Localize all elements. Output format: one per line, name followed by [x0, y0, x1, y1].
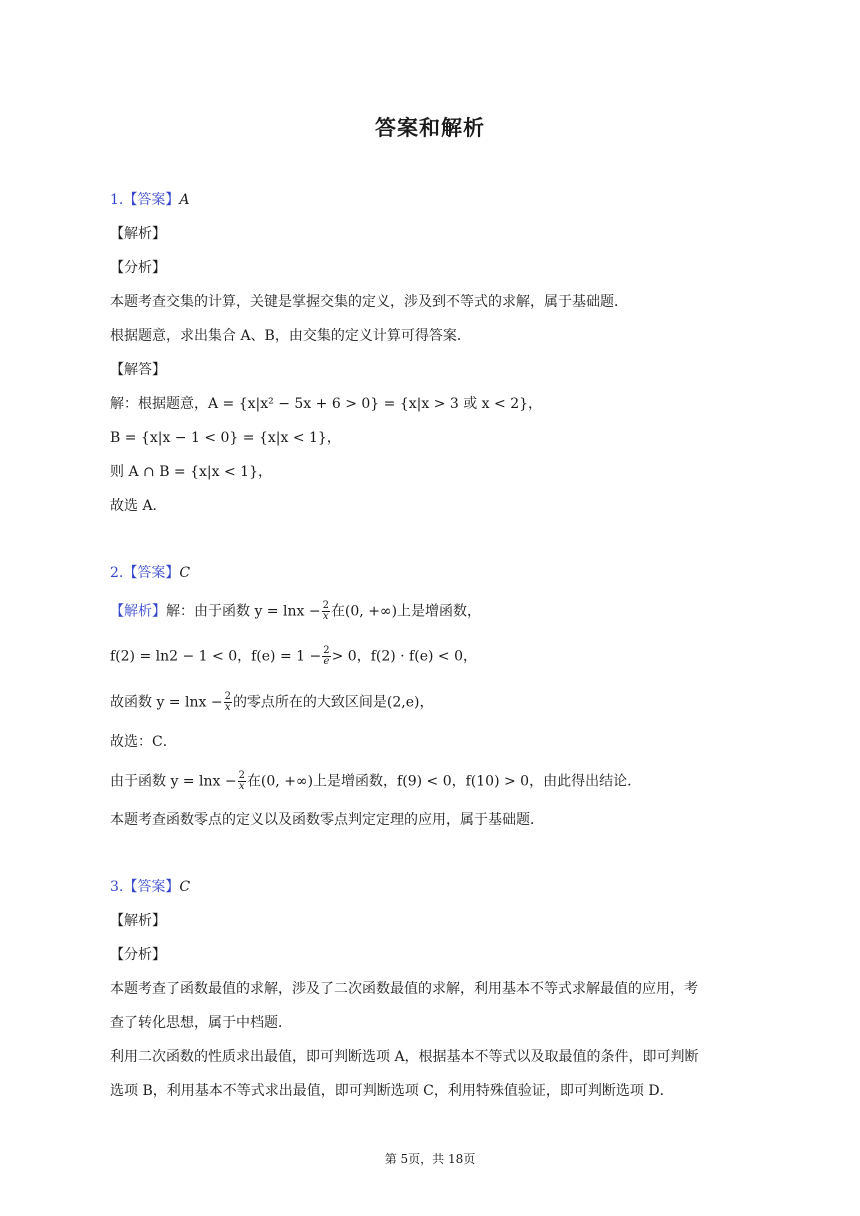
q3-analysis-p1: 本题考查了函数最值的求解，涉及了二次函数最值的求解，利用基本不等式求解最值的应用，考	[110, 981, 698, 997]
q2-s2-before: f(2) = ln2 − 1 < 0，f(e) = 1 −	[110, 648, 322, 665]
q1-answer-value: A	[179, 192, 190, 208]
q1-analysis-p1: 本题考查交集的计算，关键是掌握交集的定义，涉及到不等式的求解，属于基础题．	[110, 294, 628, 310]
q1-solution-s1: 解：根据题意，A = {x|x² − 5x + 6 > 0} = {x|x > 3 或 x < 2}，	[110, 396, 543, 412]
fraction-2-over-e: $\frac{2}{e}$	[323, 645, 330, 667]
q2-s1-after: 在(0, +∞)上是增函数，	[330, 603, 482, 620]
q1-answer	[110, 190, 760, 210]
q1-answer-tag: 【答案】	[123, 192, 180, 208]
q2-s5-after: 在(0, +∞)上是增函数，f(9) < 0，f(10) > 0，由此得出结论．	[246, 773, 642, 790]
page-footer: 第 5页，共 18页	[384, 1152, 476, 1166]
q2-answer-tag: 【答案】	[123, 565, 180, 581]
q2-s3-before: 故函数 y = lnx −	[110, 694, 223, 711]
q1-solution-s4: 故选 A．	[110, 498, 167, 514]
q2-jiexi-label: 【解析】	[110, 603, 166, 620]
q3-answer-tag: 【答案】	[123, 879, 180, 895]
q1-solution-s2: B = {x|x − 1 < 0} = {x|x < 1}，	[110, 430, 341, 446]
q2-s2-after: > 0，f(2) · f(e) < 0，	[331, 648, 477, 665]
q3-answer	[110, 877, 760, 897]
q3-analysis-p2: 查了转化思想，属于中档题．	[110, 1015, 292, 1031]
q3-jiexi-label: 【解析】	[110, 913, 166, 929]
q2-solution-s5	[110, 771, 760, 792]
fraction-2-over-x: $\frac{2}{x}$	[322, 600, 329, 622]
q2-answer-value: C	[179, 565, 191, 581]
q1-jiexi-label: 【解析】	[110, 226, 166, 242]
q1-analysis-p2: 根据题意，求出集合 A、B，由交集的定义计算可得答案．	[110, 328, 471, 344]
q1-jieda-label: 【解答】	[110, 362, 166, 378]
q2-solution-s1	[110, 601, 760, 622]
q2-solution-s2	[110, 646, 760, 667]
q2-s5-before: 由于函数 y = lnx −	[110, 773, 237, 790]
q2-number: 2.	[110, 565, 124, 581]
q2-solution-s3	[110, 692, 760, 713]
q2-s3-after: 的零点所在的大致区间是(2,e)，	[232, 694, 434, 711]
page-title: 答案和解析	[375, 116, 485, 140]
fraction-2-over-x: $\frac{2}{x}$	[238, 770, 245, 792]
q3-answer-value: C	[179, 879, 191, 895]
fraction-2-over-x: $\frac{2}{x}$	[224, 691, 231, 713]
q3-number: 3.	[110, 879, 124, 895]
q2-solution-s4: 故选：C．	[110, 734, 177, 750]
q2-answer	[110, 563, 760, 583]
q2-solution-s6: 本题考查函数零点的定义以及函数零点判定定理的应用，属于基础题．	[110, 812, 544, 828]
q1-number: 1.	[110, 192, 124, 208]
q3-analysis-p3: 利用二次函数的性质求出最值，即可判断选项 A，根据基本不等式以及取最值的条件，即可判断	[110, 1049, 699, 1065]
q1-solution-s3: 则 A ∩ B = {x|x < 1}，	[110, 464, 272, 480]
q3-fenxi-label: 【分析】	[110, 947, 166, 963]
q3-analysis-p4: 选项 B，利用基本不等式求出最值，即可判断选项 C，利用特殊值验证，即可判断选项 D．	[110, 1083, 674, 1099]
q2-s1-before: 解：由于函数 y = lnx −	[166, 603, 321, 620]
q1-fenxi-label: 【分析】	[110, 260, 166, 276]
